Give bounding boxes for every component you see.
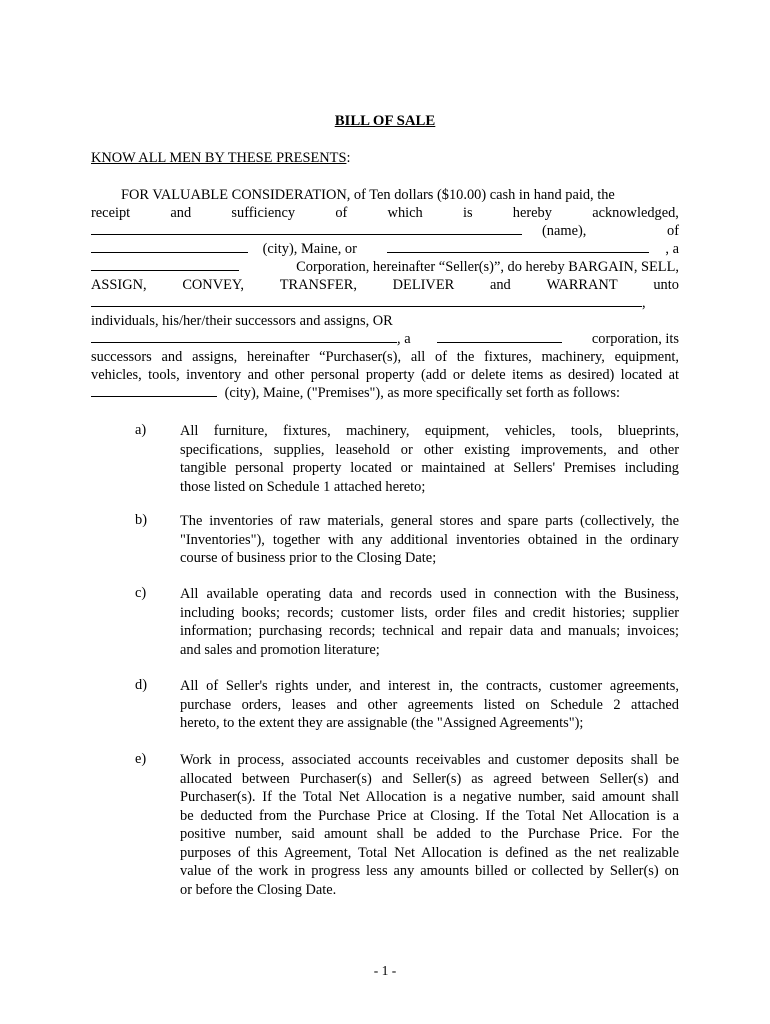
seller-corporation-state-blank[interactable] [91,258,239,271]
intro-line-12 [91,384,679,402]
purchaser-corporation-name-blank[interactable] [91,330,397,343]
item-line: those listed on Schedule 1 attached hereto; [180,478,426,495]
intro-word: of [335,205,348,221]
intro-word: WARRANT [546,277,618,293]
intro-line-11: vehicles, tools, inventory and other personal property (add or delete items as desired) located at [91,367,679,383]
document-title: BILL OF SALE [334,113,436,129]
intro-word: CONVEY, [182,277,245,293]
intro-line-9 [91,330,679,348]
item-line: The inventories of raw materials, general stores and spare parts (collectively, the [180,513,679,529]
item-line: purchase orders, leases and other agreements listed on Schedule 2 attached [180,696,679,713]
item-label: c) [135,585,147,601]
purchaser-name-blank[interactable] [91,294,642,307]
comma: , [642,295,646,311]
item-line: All available operating data and records used in connection with the Business, [180,586,679,602]
item-line: course of business prior to the Closing Date; [180,550,437,566]
list-item [180,751,679,899]
intro-line-1: FOR VALUABLE CONSIDERATION, of Ten dollars ($10.00) cash in hand paid, the [121,187,615,203]
intro-word: and [489,277,511,293]
seller-definition: Corporation, hereinafter “Seller(s)”, do hereby BARGAIN, SELL, [296,259,679,275]
item-line: and sales and promotion literature; [180,641,380,658]
item-line: positive number, said amount shall be added to the Purchase Price. For the [180,826,679,842]
item-label: e) [135,751,147,767]
preamble-heading-text: KNOW ALL MEN BY THESE PRESENTS [91,150,347,166]
intro-line-8: individuals, his/her/their successors and assigns, OR [91,313,393,329]
item-line: information; purchasing records; technical and repair data and manuals; invoices; [180,623,679,639]
list-item [180,422,679,496]
intro-word: TRANSFER, [279,277,357,293]
seller-city-blank[interactable] [91,240,248,253]
intro-line-5 [91,258,679,276]
item-line: or before the Closing Date. [180,881,337,898]
a-word: , a [665,241,679,257]
intro-word: and [170,205,192,221]
item-line: specifications, supplies, leasehold or other existing improvements, and other [180,441,679,458]
item-line: Purchaser(s). If the Total Net Allocation is a negative number, said amount shall [180,789,679,805]
item-line: be deducted from the Purchase Price at Closing. If the Total Net Allocation is a [180,807,679,824]
premises-city-blank[interactable] [91,384,217,397]
item-line: allocated between Purchaser(s) and Seller(s) as agreed between Seller(s) and [180,770,679,787]
intro-line-6 [91,276,679,294]
preamble-heading [91,150,350,167]
intro-line-4 [91,240,679,258]
seller-name-blank[interactable] [91,222,522,235]
item-line: value of the work in progress less any amounts billed or collected by Seller(s) on [180,863,679,879]
seller-corporation-name-blank[interactable] [387,240,649,253]
item-line: tangible personal property located or maintained at Sellers' Premises including [180,460,679,476]
preamble-heading-colon: : [346,150,351,166]
item-label: a) [135,422,147,438]
city-caption: (city), Maine, or [262,241,357,257]
item-line: "Inventories"), together with any additional inventories obtained in the ordinary [180,531,679,548]
intro-line-10: successors and assigns, hereinafter “Purchaser(s), all of the fixtures, machinery, equipment, [91,349,679,365]
list-item [180,585,679,659]
item-line: All of Seller's rights under, and interest in, the contracts, customer agreements, [180,678,679,694]
page-number: - 1 - [373,963,397,978]
list-item [180,512,679,568]
intro-line-3 [91,222,679,240]
of-word: of [667,223,679,239]
intro-word: sufficiency [231,205,296,221]
a-word: , a [397,331,411,347]
item-label: d) [135,677,147,693]
intro-line-7 [91,294,679,312]
intro-word: DELIVER [392,277,455,293]
intro-line-2 [91,204,679,222]
name-caption: (name), [542,223,587,239]
intro-word: receipt [91,205,131,221]
premises-definition: (city), Maine, ("Premises"), as more specifically set forth as follows: [224,385,621,401]
intro-word: acknowledged, [592,205,679,221]
intro-word: is [462,205,473,221]
item-label: b) [135,512,147,528]
intro-word: ASSIGN, [91,277,147,293]
list-item [180,677,679,733]
intro-word: which [387,205,423,221]
item-line: All furniture, fixtures, machinery, equipment, vehicles, tools, blueprints, [180,423,679,439]
item-line: including books; records; customer lists, order files and credit histories; supplier [180,604,679,621]
intro-word: unto [653,277,679,293]
purchaser-corporation-state-blank[interactable] [437,330,562,343]
corporation-its: corporation, its [591,331,679,347]
item-line: Work in process, associated accounts receivables and customer deposits shall be [180,752,679,768]
item-line: hereto, to the extent they are assignable (the "Assigned Agreements"); [180,715,584,731]
item-line: purposes of this Agreement, Total Net Allocation is defined as the net realizable [180,844,679,861]
intro-word: hereby [512,205,552,221]
